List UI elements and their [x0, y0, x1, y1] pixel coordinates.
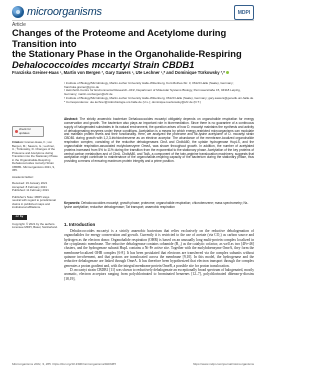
orcid-icon[interactable] — [226, 71, 229, 74]
journal-logo-icon — [12, 6, 24, 18]
left-sidebar — [12, 80, 58, 230]
copyright-text: Copyright: © 2021 by the authors. Licensee MDPI, Basel, Switzerland. — [12, 221, 58, 229]
footer-citation[interactable]: Microorganisms 2021, 9, 365. https://doi.org/10.3390/microorganisms9020365 — [12, 362, 116, 366]
title-line-2: the Stationary Phase in the Organohalide-Respiring — [12, 48, 242, 59]
article-type: Article — [12, 22, 26, 28]
check-updates-button[interactable] — [12, 126, 44, 137]
affiliation-item: ² Helmholtz-Centre for Environmental Research–UFZ, Department of Molecular Systems Biology, Permoserstraße 15, 04318 Leipzig, Germany; martin.vonbergen@ufz.de — [64, 88, 241, 97]
affiliation-item: ¹ Institute of Biology/Microbiology, Martin-Luther University Halle-Wittenberg, Kurt-Mothes-Str. 3, 06120 Halle (Saale), Germany; franziska.greiner@gmx.de — [64, 81, 234, 89]
correspondence: * Correspondence: ute.lechner@mikrobiologie.uni-halle.de (U.L.); dominique.tuerkowsky@ufz.de (D.T.) — [64, 99, 201, 104]
accepted-date: Accepted: 8 February 2021 — [12, 184, 47, 189]
header-divider — [12, 20, 254, 21]
keywords-label: Keywords: — [64, 201, 81, 205]
keywords-text: Dehalococcoides mccartyi; growth phase; proteome; organohalide respiration; chlorobenzene; mass spectrometry; Nε-lysine acetylation; reductive dehalogenase; Tat transport; anaerobic respiration — [64, 201, 249, 209]
abstract-label: Abstract: — [64, 117, 78, 121]
abstract-text: The strictly anaerobic bacterium Dehalococcoides mccartyi obligately depends on organohalide respiration for energy conservation and growth. The bacterium also plays an important role in bioremediation. Since there is no guarantee of a continuous supply of halogenated substrates in its natural environment, the question arises of how D. mccartyi maintains the synthesis and activity of dehalogenating enzymes under these conditions. Acetylation is a means by which energy-restricted microorganisms can modulate and maintain protein levels and their functionality. Here, we analyzed the proteome and Nε-lysine acetylome of D. mccartyi strain CBDB1 during growth with 1,2,3-trichlorobenzene as an electron acceptor. The abundance of the membrane-localized organohalide respiration complex, consisting of the reductive dehalogenases CbrA and CbdbA80, the uptake hydrogenase HupLS, and the organohalide respiration-associated molybdoenzyme OmeA, was shown throughout growth. In addition, the number of acetylated proteins increased from 5% to 11% during the transition from the exponential to the stationary phase. Acetylation of the key proteins of central carbon metabolism and of CbrA, CbdbA80, and TatA, a component of the twin-arginine translocation machinery, suggests that acetylation might contribute to maintenance of the organohalide-respiring capacity of the bacterium during the stationary phase, thus providing a means of ensuring maximum protein integrity and a prime position. — [64, 117, 255, 164]
journal-header — [12, 6, 102, 18]
page-footer — [12, 362, 254, 366]
authors-text: Franziska Greiner-Haas ¹, Martin von Bergen ², Gary Sawers ³, Ute Lechner ¹,* and Dominique Türkowsky ²,* — [12, 70, 225, 75]
received-date: Received: 19 January 2021 — [12, 181, 48, 185]
citation-text: Greiner-Haas, F.; von Bergen, M.; Sawers, G.; Lechner, U.; Türkowsky, D. Changes of the Proteome and Acetylome during Transition into the Stationary Phase in the Organohalide-Respiring Dehalococcoides mccartyi Strain CBDB1. Microorganisms 2021, 9, 365. — [12, 140, 58, 172]
intro-paragraph: D. mccartyi strain CBDB1 [11] was shown to reductively dehalogenate an exceptionally broad spectrum of halogenated, mostly aromatic, electron acceptors ranging from polychlorinated to brominated benzenes [12–7], polychlorinated dibenzo-p-dioxins [18,19], — [64, 268, 254, 281]
footer-url[interactable]: https://www.mdpi.com/journal/microorganisms — [192, 362, 254, 366]
section-heading: 1. Introduction — [64, 222, 96, 227]
dates-block — [12, 182, 58, 193]
abstract — [64, 118, 254, 164]
check-updates-icon — [15, 130, 18, 133]
published-date: Published: 11 February 2021 — [12, 188, 49, 192]
cc-license-icon[interactable]: cc by — [12, 215, 27, 220]
author-list — [12, 70, 252, 75]
keywords — [64, 202, 254, 210]
title-line-3: Dehalococcoides mccartyi Strain CBDB1 — [12, 58, 195, 70]
citation-label: Citation: — [12, 140, 24, 144]
introduction-body — [64, 229, 254, 281]
academic-editor: Academic Editor: — [12, 174, 34, 179]
intro-paragraph: Dehalococcoides mccartyi is a strictly anaerobic bacterium that relies exclusively on the reductive dehalogenation of organohalides for energy conservation and growth. Currently it is restricted to the use of acetate (via CO₂) as carbon source and hydrogen as the electron donor. Organohalide respiration (OHR) is based on an unusually long multi-protein complex localized in the cytoplasmic membrane. The reductive dehalogenase contains cobamide (B₁₂) as the catalytic cofactor, as well as two [4Fe-4S] clusters, and the hydrogenase subunit HupL contains a Ni-Fe active site. Together with the molybdoenzyme OmeA, they form the membrane-localized OHR complex [6-8]. It has been postulated that electrons are transferred via the complex subunits without quinone involvement, and that protons are translocated across the membrane [9,10]. In this model, the hydrogenase and the reductive dehalogenase are linked through OmeA. It has therefore been hypothesized that electron transport through the complex generates a proton gradient and, with the integral membrane protein OmeB, a possible site for proton translocation. — [64, 229, 254, 268]
publisher-logo: MDPI — [234, 5, 254, 20]
article-title — [12, 28, 252, 70]
affiliation-item: ³ Institute of Biology/Microbiology, Martin-Luther University Halle-Wittenberg, 06120 Halle (Saale), Germany; gary.sawers@genetik.uni-halle.de — [64, 95, 254, 100]
title-line-1: Changes of the Proteome and Acetylome during Transition into — [12, 27, 227, 49]
journal-name: microorganisms — [27, 6, 102, 18]
citation-block — [12, 141, 58, 173]
publisher-note: Publisher's Note: MDPI stays neutral with regard to jurisdictional claims in published maps and institutional affiliations. — [12, 194, 56, 209]
affiliations — [64, 82, 254, 104]
check-updates-label: check for updates — [18, 127, 31, 135]
